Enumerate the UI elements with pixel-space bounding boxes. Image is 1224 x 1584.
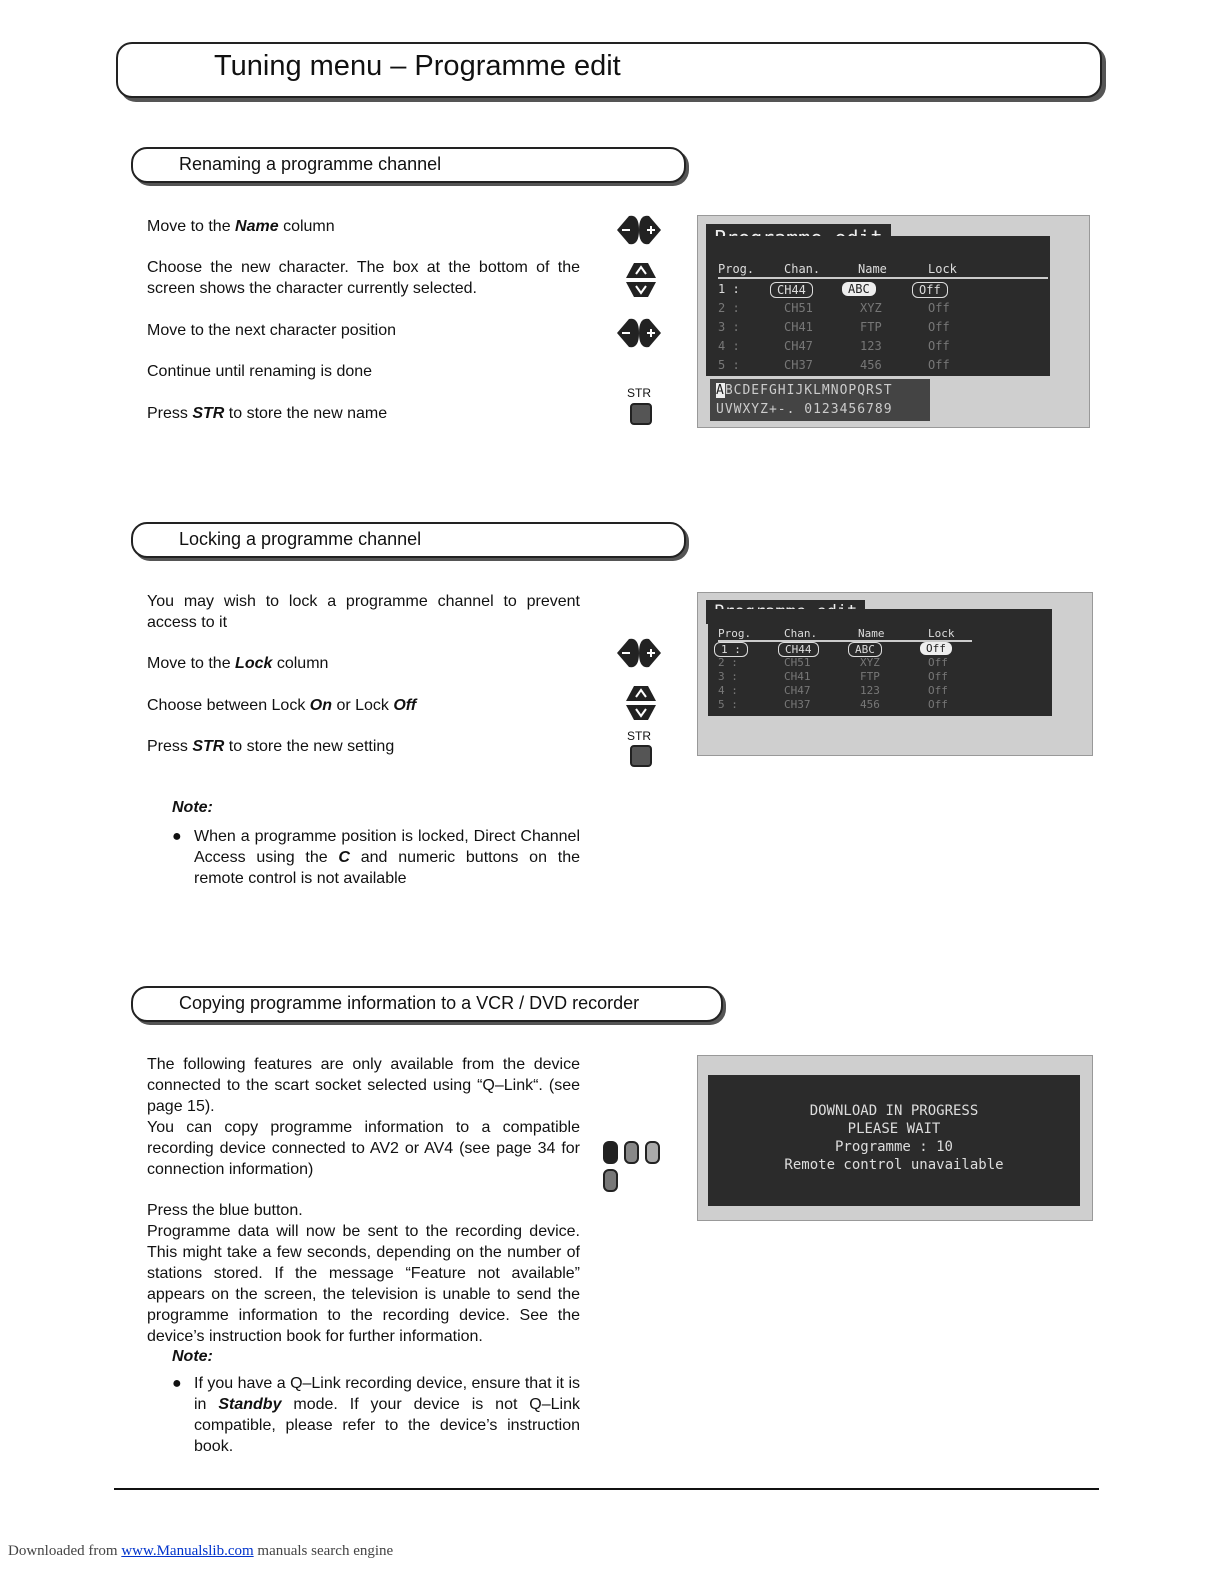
copy-paragraph-3: Press the blue button. [147,1202,303,1219]
bottom-rule [114,1488,1099,1490]
osd-message-box [708,1075,1080,1206]
section-heading-copy [131,986,723,1022]
copy-paragraph-2: You can copy programme information to a compatible recording device connected to AV2 or AV4 (see page 34 for connection information) [147,1119,580,1178]
minus-plus-button-icon [615,637,663,669]
programme-edit-screen [697,215,1090,428]
osd-table: Prog. Chan. Name Lock 1 : CH44 ABC Off 2 : CH51 XYZ Off 3 : CH41 FTP Off 4 : CH47 123 Off 5 : CH37 456 Off [706,236,1050,376]
str-label: STR [627,386,651,400]
rename-step-3: Move to the next character position [147,322,397,339]
up-down-button-icon [620,261,662,299]
colour-buttons-icon [603,1141,681,1163]
manualslib-link[interactable]: www.Manualslib.com [121,1543,254,1559]
osd-header-row: Prog. Chan. Name Lock [718,627,972,642]
lock-intro: You may wish to lock a programme channel to prevent access to it [147,593,580,631]
section-heading-text: Renaming a programme channel [179,154,442,174]
note-label: Note: [172,1348,213,1365]
str-button-icon [630,403,652,425]
note-bullet: ● If you have a Q–Link recording device, ensure that it is in Standby mode. If your device is not Q–Link compatible, please refer to the device’s instruction book. [172,1375,580,1455]
osd-message-line: PLEASE WAIT [847,1121,941,1137]
lock-step-2: Choose between Lock On or Lock Off [147,697,417,714]
osd-table: Prog. Chan. Name Lock 1 : CH44 ABC Off 2 : CH51 XYZ Off 3 : CH41 FTP Off 4 : CH47 123 Off 5 : CH37 456 Off [708,609,1052,716]
osd-header-row: Prog. Chan. Name Lock [718,262,1048,279]
minus-plus-button-icon [615,317,663,349]
rename-step-5: Press STR to store the new name [147,405,388,422]
up-down-button-icon [620,684,662,722]
copy-paragraph-1: The following features are only available from the device connected to the scart socket selected using “Q–Link“. (see page 15). [147,1056,580,1115]
rename-step-4: Continue until renaming is done [147,363,373,380]
programme-edit-lock-screen [697,592,1093,756]
section-heading-text: Copying programme information to a VCR / DVD recorder [179,993,640,1013]
footer: Downloaded from www.Manualslib.com manuals search engine [8,1543,394,1559]
copy-paragraph-4: Programme data will now be sent to the recording device. This might take a few seconds, depending on the number of stations stored. If the message “Feature not available” appears on the screen, the television is unable to send the programme information to the recording device. See the device’s instruction book for further information. [147,1223,580,1345]
osd-message-line: Programme : 10 [834,1139,953,1155]
section-heading-lock [131,522,686,558]
osd-message-line: DOWNLOAD IN PROGRESS [809,1103,979,1119]
character-selector: ABCDEFGHIJKLMNOPQRST UVWXYZ+-. 0123456789 [710,379,930,421]
str-label: STR [627,729,651,743]
rename-step-2: Choose the new character. The box at the bottom of the screen shows the character currently selected. [147,259,580,297]
note-bullet: ● When a programme position is locked, Direct Channel Access using the C and numeric buttons on the remote control is not available [172,828,580,887]
note-label: Note: [172,799,213,816]
page-title: Tuning menu – Programme edit [214,50,621,82]
rename-step-1: Move to the Name column [147,218,335,235]
minus-plus-button-icon [615,214,663,246]
download-progress-screen [697,1055,1093,1221]
lock-step-3: Press STR to store the new setting [147,738,395,755]
osd-message-line: Remote control unavailable [784,1157,1004,1173]
section-heading-text: Locking a programme channel [179,529,422,549]
section-heading-rename [131,147,686,183]
lock-step-1: Move to the Lock column [147,655,329,672]
selected-character: A [716,383,725,398]
str-button-icon [630,745,652,767]
